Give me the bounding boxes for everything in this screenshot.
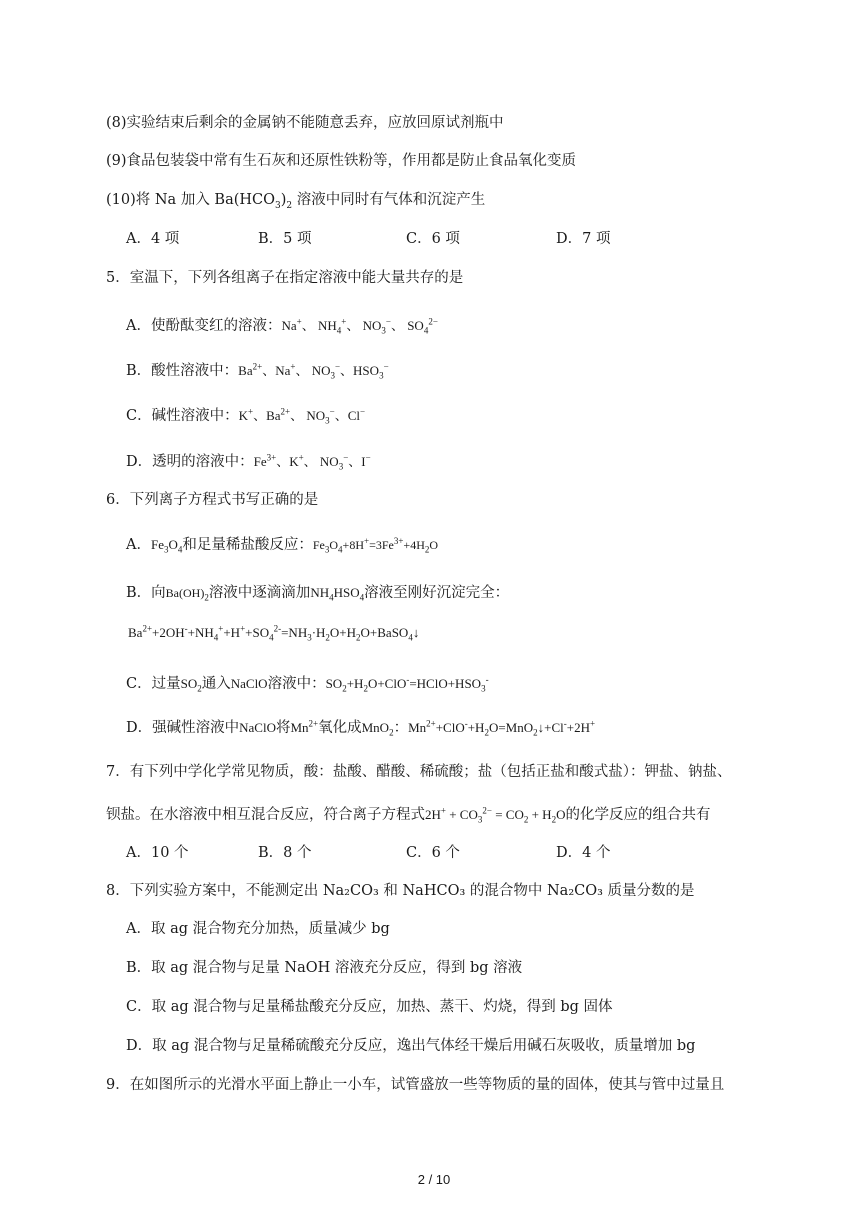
q8-option-b: B．取 ag 混合物与足量 NaOH 溶液充分反应，得到 bg 溶液 <box>126 960 523 976</box>
q4-option-a: A．4 项 <box>126 231 180 247</box>
q5-stem: 5．室温下，下列各组离子在指定溶液中能大量共存的是 <box>106 270 464 286</box>
q7-option-b: B．8 个 <box>258 845 312 861</box>
q7-option-d: D．4 个 <box>556 845 611 861</box>
q4-option-b: B．5 项 <box>258 231 312 247</box>
item-8: (8)实验结束后剩余的金属钠不能随意丢弃，应放回原试剂瓶中 <box>106 115 504 131</box>
q7-option-a: A．10 个 <box>126 845 189 861</box>
q6-option-c: C．过量$SO_2$通入NaClO溶液中：$SO_2+H_2O+ClO^-=HClO+HSO_3^-$ <box>126 674 489 694</box>
q6-option-d: D．强碱性溶液中NaClO将$Mn^{2+}$氧化成MnO$_2$：$Mn^{2+}+ClO^-+H_2O=MnO_2↓+Cl^-+2H^+$ <box>126 718 596 738</box>
q9-stem: 9．在如图所示的光滑水平面上静止一小车，试管盛放一些等物质的量的固体，使其与管中过量且 <box>106 1077 725 1093</box>
q8-stem: 8．下列实验方案中，不能测定出 Na₂CO₃ 和 NaHCO₃ 的混合物中 Na₂CO₃ 质量分数的是 <box>106 883 695 899</box>
q4-option-d: D．7 项 <box>556 231 611 247</box>
q6-stem: 6．下列离子方程式书写正确的是 <box>106 492 319 508</box>
q4-option-c: C．6 项 <box>406 231 460 247</box>
q7-line-1: 7．有下列中学化学常见物质，酸：盐酸、醋酸、稀硫酸；盐（包括正盐和酸式盐）：钾盐、钠盐、 <box>106 764 732 780</box>
q8-option-d: D．取 ag 混合物与足量稀硫酸充分反应，逸出气体经干燥后用碱石灰吸收，质量增加 bg <box>126 1038 696 1054</box>
item-9: (9)食品包装袋中常有生石灰和还原性铁粉等，作用都是防止食品氧化变质 <box>106 153 577 169</box>
q6-option-b-equation: $Ba^{2+}+2OH^-+NH_4^++H^++SO_4^{2-}=NH_3\cdot H_2O+H_2O+BaSO_4↓$ <box>128 623 420 643</box>
q5-option-d: D．透明的溶液中：$Fe^{3+}$、K+、 $NO_3^-$、I− <box>126 452 371 472</box>
q8-option-a: A．取 ag 混合物充分加热，质量减少 bg <box>126 921 390 937</box>
q5-option-b: B．酸性溶液中：$Ba^{2+}$、Na+、 $NO_3^-$、$HSO_3^-$ <box>126 361 389 381</box>
q7-option-c: C．6 个 <box>406 845 460 861</box>
q7-line-2: 钡盐。在水溶液中相互混合反应，符合离子方程式$2H^+ + CO_3^{2-} = CO_2 + H_2O$的化学反应的组合共有 <box>106 805 711 825</box>
page-number: 2 / 10 <box>417 1172 451 1187</box>
q5-option-a: A．使酚酞变红的溶液：Na+、 $NH_4^+$、 $NO_3^-$、 $SO_4^{2-}$ <box>126 316 438 336</box>
q8-option-c: C．取 ag 混合物与足量稀盐酸充分反应，加热、蒸干、灼烧，得到 bg 固体 <box>126 999 613 1015</box>
q6-option-b: B．向$Ba(OH)_2$溶液中逐滴滴加$NH_4HSO_4$溶液至刚好沉淀完全： <box>126 585 510 603</box>
q5-option-c: C．碱性溶液中：K+、$Ba^{2+}$、 $NO_3^-$、Cl− <box>126 406 366 426</box>
q6-option-a: A．$Fe_3O_4$和足量稀盐酸反应：$Fe_3O_4+8H^+=3Fe^{3+}+4H_2O$ <box>126 536 439 555</box>
item-10: (10)将 Na 加入 $Ba(HCO_3)_2$ 溶液中同时有气体和沉淀产生 <box>106 192 486 211</box>
